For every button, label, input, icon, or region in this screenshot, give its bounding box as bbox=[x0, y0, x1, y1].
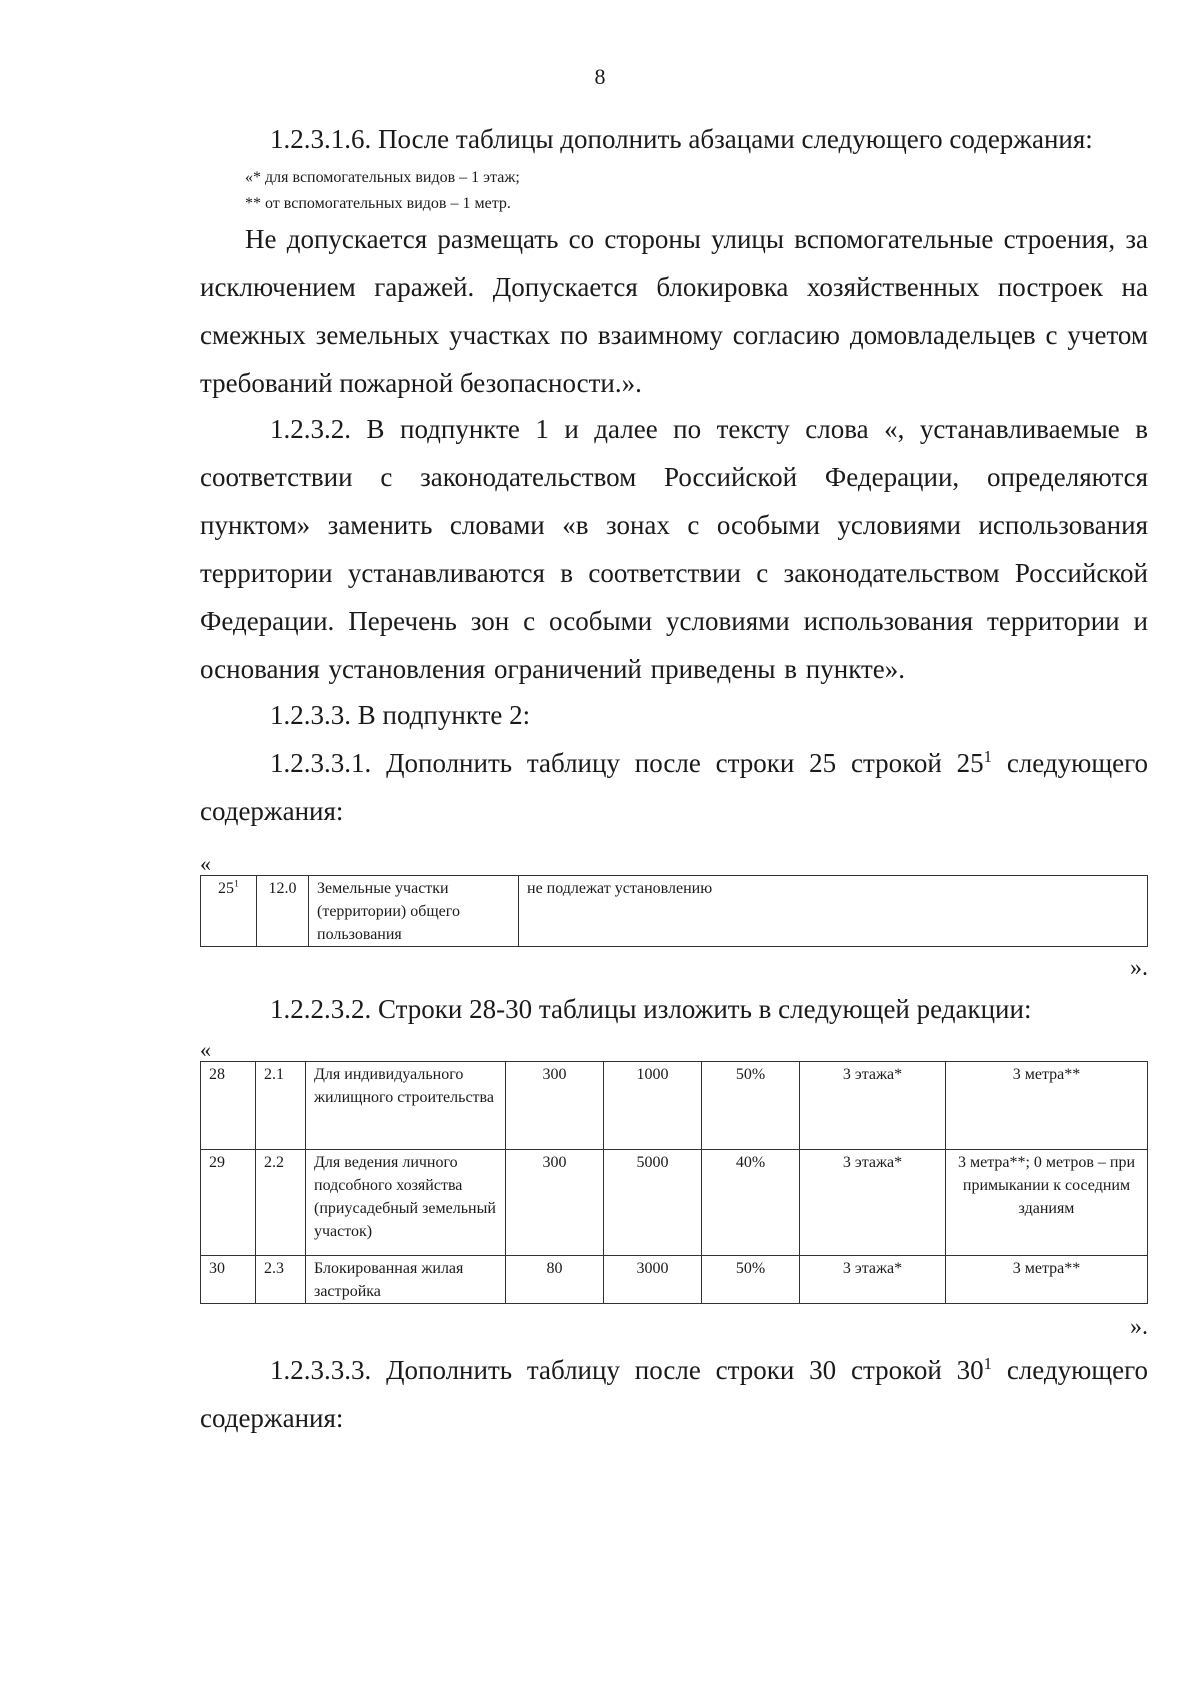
table1-name-cell: Земельные участки (территории) общего пользования bbox=[309, 876, 519, 947]
row30-pct: 50% bbox=[702, 1256, 800, 1304]
row28-floors: 3 этажа* bbox=[800, 1062, 946, 1150]
table1-value-cell: не подлежат установлению bbox=[519, 876, 1148, 947]
row30-max: 3000 bbox=[604, 1256, 702, 1304]
row29-floors: 3 этажа* bbox=[800, 1150, 946, 1256]
row28-max: 1000 bbox=[604, 1062, 702, 1150]
paragraph-1-2-3-3-1-tail: следующего содержания: bbox=[200, 748, 1148, 826]
row28-setback: 3 метра** bbox=[946, 1062, 1148, 1150]
footnote-line-2: ** от вспомогательных видов – 1 метр. bbox=[245, 195, 511, 212]
superscript-30-1: 1 bbox=[983, 1354, 992, 1373]
page-number: 8 bbox=[594, 64, 606, 89]
row28-pct: 50% bbox=[702, 1062, 800, 1150]
quote-close-1: ». bbox=[1130, 955, 1148, 981]
row28-min: 300 bbox=[506, 1062, 604, 1150]
row29-pct: 40% bbox=[702, 1150, 800, 1256]
row29-code: 2.2 bbox=[256, 1150, 306, 1256]
row29-name: Для ведения личного подсобного хозяйства (приусадебный земельный участок) bbox=[306, 1150, 506, 1256]
paragraph-1-2-3-2 bbox=[200, 405, 1148, 693]
table-rows-28-30 bbox=[200, 1061, 1148, 1304]
row29-num: 29 bbox=[201, 1150, 256, 1256]
paragraph-1-2-3-3-1 bbox=[200, 739, 1148, 835]
table1-num: 25 bbox=[218, 880, 235, 897]
paragraph-1-2-3-3: 1.2.3.3. В подпункте 2: bbox=[270, 700, 531, 730]
quote-open-1: « bbox=[200, 851, 211, 876]
table-row bbox=[201, 1062, 1148, 1150]
row28-name: Для индивидуального жилищного строительства bbox=[306, 1062, 506, 1150]
paragraph-1-2-3-3-3 bbox=[200, 1346, 1148, 1442]
quote-close-2: ». bbox=[1130, 1314, 1148, 1340]
table1-num-cell bbox=[201, 876, 257, 947]
footnote-line-1: «* для вспомогательных видов – 1 этаж; bbox=[245, 169, 520, 186]
row30-floors: 3 этажа* bbox=[800, 1256, 946, 1304]
row30-name: Блокированная жилая застройка bbox=[306, 1256, 506, 1304]
paragraph-1-2-2-3-2: 1.2.2.3.2. Строки 28-30 таблицы изложить в следующей редакции: bbox=[270, 994, 1032, 1024]
row28-num: 28 bbox=[201, 1062, 256, 1150]
row30-setback: 3 метра** bbox=[946, 1256, 1148, 1304]
table1-num-sup: 1 bbox=[234, 878, 239, 890]
row29-max: 5000 bbox=[604, 1150, 702, 1256]
paragraph-1-2-3-3-1-text: 1.2.3.3.1. Дополнить таблицу после строки 25 строкой 25 bbox=[270, 748, 984, 778]
paragraph-1-2-3-3-3-text: 1.2.3.3.3. Дополнить таблицу после строки 30 строкой 30 bbox=[270, 1355, 984, 1385]
paragraph-1-2-3-2-text: 1.2.3.2. В подпункте 1 и далее по тексту слова «, устанавливаемые в соответствии с законодательством Российской Федерации, определяются пунктом» заменить словами «в зонах с особыми условиями использования территории устанавливаются в соответствии с законодательством Российской Федерации. Перечень зон с особыми условиями использования территории и основания установления ограничений приведены в пункте». bbox=[200, 414, 1148, 684]
table-row-25-1 bbox=[200, 875, 1148, 947]
row30-min: 80 bbox=[506, 1256, 604, 1304]
page-content bbox=[200, 115, 1148, 1442]
row30-num: 30 bbox=[201, 1256, 256, 1304]
table-row bbox=[201, 1256, 1148, 1304]
row30-code: 2.3 bbox=[256, 1256, 306, 1304]
table-row bbox=[201, 876, 1148, 947]
paragraph-auxiliary-buildings: Не допускается размещать со стороны улицы вспомогательные строения, за исключением гаражей. Допускается блокировка хозяйственных построек на смежных земельных участках по взаимному согласию домовладельцев с учетом требований пожарной безопасности.». bbox=[200, 224, 1148, 398]
paragraph-1-2-3-1-6: 1.2.3.1.6. После таблицы дополнить абзацами следующего содержания: bbox=[270, 124, 1093, 154]
table-row bbox=[201, 1150, 1148, 1256]
row29-setback: 3 метра**; 0 метров – при примыкании к соседним зданиям bbox=[946, 1150, 1148, 1256]
paragraph-1-2-3-3-3-tail: следующего содержания: bbox=[200, 1355, 1148, 1433]
row28-code: 2.1 bbox=[256, 1062, 306, 1150]
table1-code-cell: 12.0 bbox=[257, 876, 309, 947]
superscript-25-1: 1 bbox=[983, 747, 992, 766]
quote-open-2: « bbox=[200, 1037, 211, 1062]
row29-min: 300 bbox=[506, 1150, 604, 1256]
